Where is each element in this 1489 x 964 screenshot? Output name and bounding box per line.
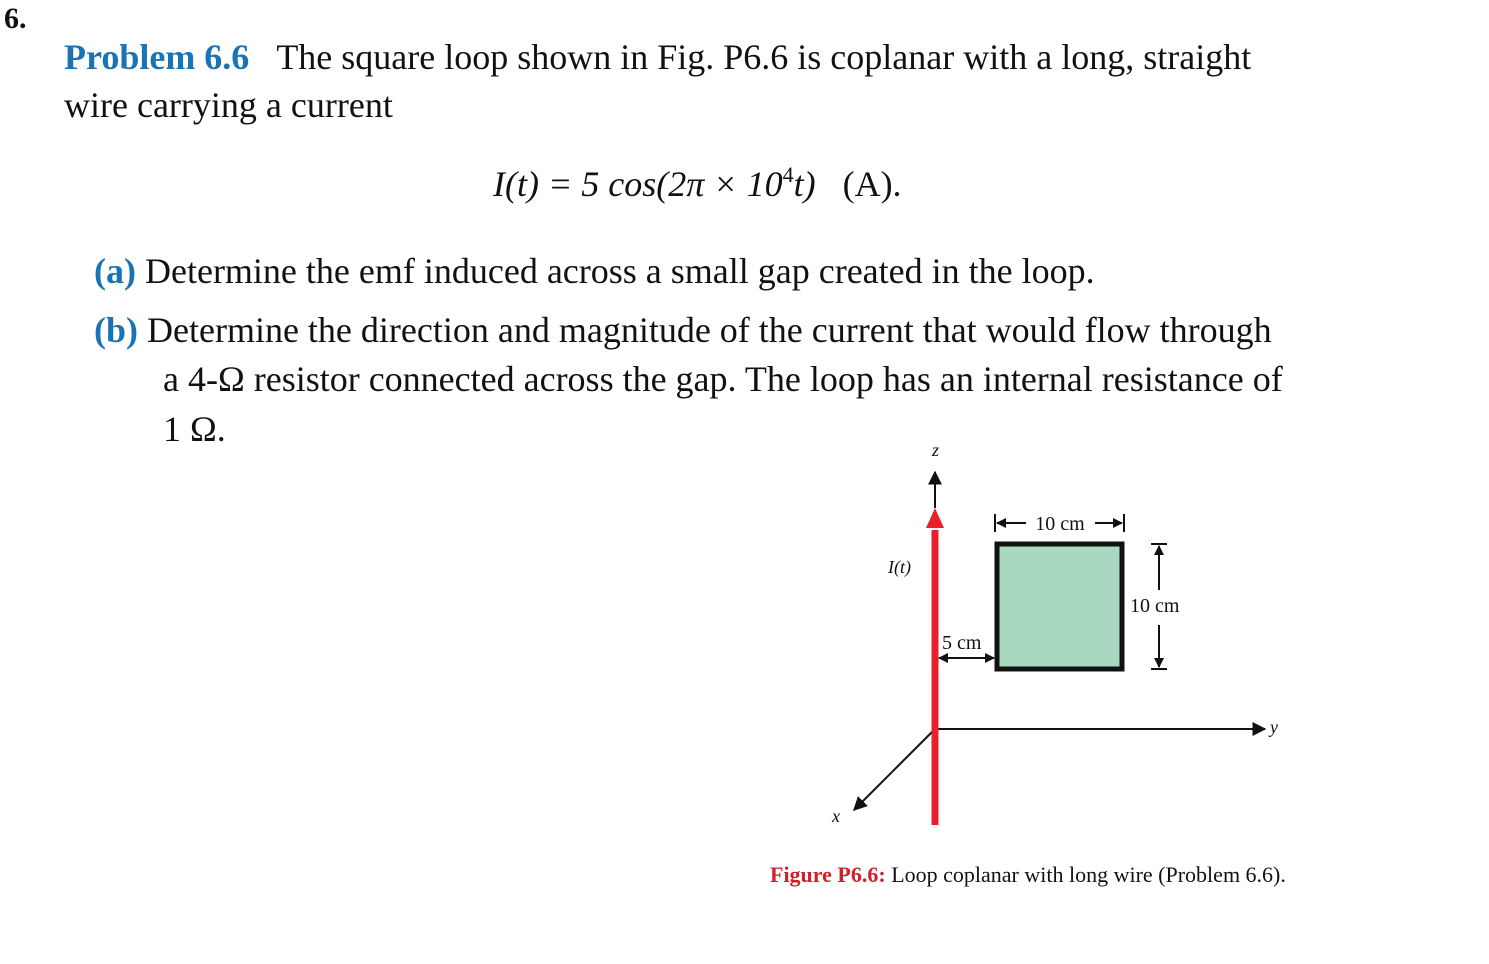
x-axis-line [854, 732, 932, 810]
height-dim-label: 10 cm [1130, 595, 1180, 617]
y-axis-label: y [1270, 717, 1278, 737]
part-b-text-1: Determine the direction and magnitude of the current that would flow through [147, 310, 1272, 350]
equation-rhs: t) [793, 164, 816, 204]
part-a [94, 250, 1095, 292]
problem-statement-line-1 [64, 36, 1251, 78]
width-dim-label: 10 cm [1035, 513, 1085, 535]
equation-exponent: 4 [782, 162, 794, 187]
equation-unit: (A). [842, 164, 902, 204]
part-b-line-2: a 4-Ω resistor connected across the gap. The loop has an internal resistance of [163, 359, 1283, 399]
problem-text-line-1: The square loop shown in Fig. P6.6 is coplanar with a long, straight [276, 37, 1252, 77]
figure-p6-6 [820, 430, 1320, 850]
gap-dim-label: 5 cm [942, 632, 982, 654]
current-equation [493, 163, 902, 205]
square-loop [997, 544, 1122, 669]
caption-text: Loop coplanar with long wire (Problem 6.6). [891, 862, 1286, 887]
current-direction-arrow [926, 508, 944, 528]
part-a-label: (a) [94, 251, 136, 291]
part-b-label: (b) [94, 310, 138, 350]
problem-number: 6. [4, 2, 27, 35]
part-b-line-3: 1 Ω. [163, 409, 226, 449]
caption-label: Figure P6.6: [770, 862, 886, 887]
current-label: I(t) [888, 557, 911, 577]
problem-label: Problem 6.6 [64, 37, 250, 77]
part-b-line-1 [94, 309, 1272, 351]
problem-statement-line-2: wire carrying a current [64, 85, 393, 125]
x-axis-label: x [832, 806, 840, 826]
part-a-text: Determine the emf induced across a small gap created in the loop. [144, 251, 1095, 291]
figure-caption [770, 862, 1286, 888]
equation-lhs: I(t) = 5 cos(2π × 10 [493, 164, 783, 204]
z-axis-label: z [932, 440, 940, 460]
